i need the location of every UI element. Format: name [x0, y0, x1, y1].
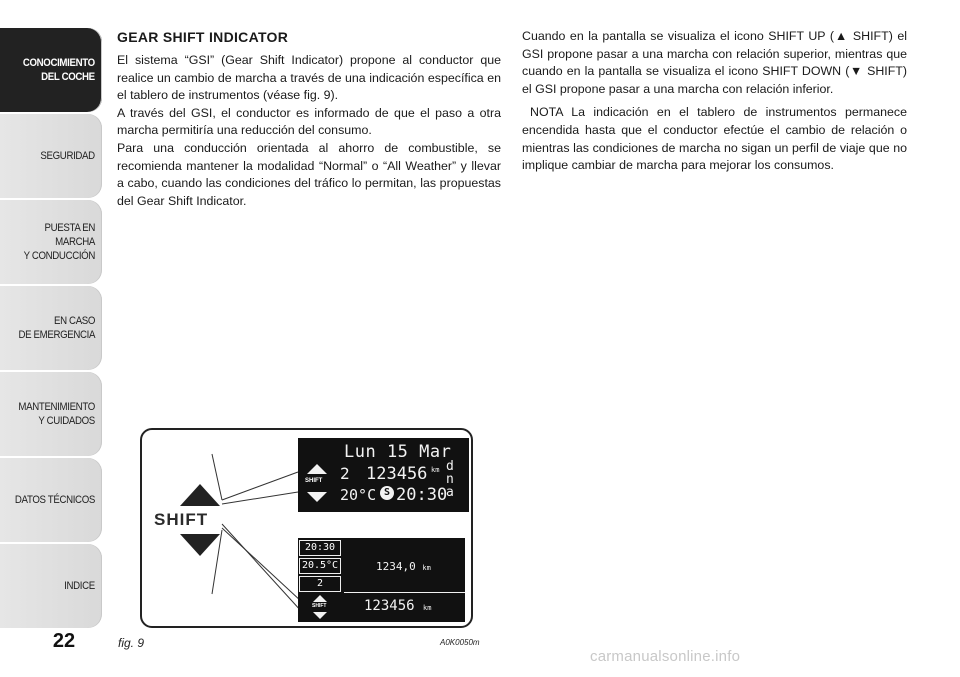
figure-code: A0K0050m [440, 638, 480, 647]
tab-puesta-en-marcha[interactable] [0, 200, 102, 284]
page-number: 22 [52, 630, 76, 652]
service-icon: S [380, 486, 394, 500]
paragraph: Para una conducción orientada al ahorro de combustible, se recomienda mantener la modalidad “Normal” o “All Weather” y llevar a cabo, cuando las condiciones del tráfico lo permitan, las propuestas del Gear Shift Indicator. [117, 140, 501, 208]
odometer-unit: km [423, 604, 432, 612]
note-paragraph: NOTA La indicación en el tablero de instrumentos permanece encendida hasta que el conductor efectúe el cambio de relación o mientras las condiciones de marcha no sigan un perfil de viaje que no implique cambiar de marcha para mejorar los consumos. [522, 105, 907, 173]
display-odometer-unit: km [431, 466, 440, 474]
bottom-display-side [298, 538, 344, 622]
tab-indice[interactable] [0, 544, 102, 628]
display-odometer: 123456 [366, 464, 428, 484]
tab-label: MANTENIMIENTO Y CUIDADOS [18, 401, 95, 427]
figure-caption: fig. 9 [118, 636, 145, 650]
gear-shift-indicator-figure [140, 428, 473, 628]
shift-down-arrow-icon [180, 534, 220, 556]
paragraph: El sistema “GSI” (Gear Shift Indicator) propone al conductor que realice un cambio de marcha a través de una indicación específica en el tablero de instrumentos (véase fig. 9). [117, 53, 501, 103]
display-divider [344, 592, 465, 593]
right-column [522, 28, 907, 175]
tab-datos-tecnicos[interactable] [0, 458, 102, 542]
cell-clock: 20:30 [299, 540, 341, 556]
dna-a: a [446, 485, 454, 500]
tab-label: DATOS TÉCNICOS [14, 494, 95, 506]
shift-indicator-icon [304, 462, 330, 508]
odometer-value: 123456 [364, 598, 415, 614]
display-temperature: 20°C [340, 486, 377, 504]
display-gear: 2 [340, 464, 350, 483]
trip-value: 1234,0 [376, 560, 416, 573]
odometer-total [364, 598, 431, 614]
tab-seguridad[interactable] [0, 114, 102, 198]
paragraph: A través del GSI, el conductor es informado de que el paso a otra marcha permitiría una reducción del consumo. [117, 105, 501, 138]
top-display [298, 438, 469, 512]
display-date: Lun 15 Mar [344, 442, 452, 462]
tab-label: EN CASO DE EMERGENCIA [18, 315, 95, 341]
display-clock: 20:30 [396, 485, 448, 505]
shift-small-label: SHIFT [312, 603, 327, 609]
section-heading: GEAR SHIFT INDICATOR [117, 29, 289, 45]
dna-d: d [446, 459, 454, 474]
bottom-display [298, 538, 465, 622]
paragraph: Cuando en la pantalla se visualiza el icono SHIFT UP (▲ SHIFT) el GSI propone pasar a una marcha con relación superior, mientras que cuando en la pantalla se visualiza el icono SHIFT DOWN (▼ SHIFT) el GSI propone pasar a una marcha con relación inferior. [522, 29, 907, 96]
shift-small-label: SHIFT [305, 478, 323, 484]
trip-meter [376, 560, 431, 573]
shift-up-arrow-icon [180, 484, 220, 506]
shift-label: SHIFT [154, 510, 209, 529]
cell-gear: 2 [299, 576, 341, 592]
trip-unit: km [422, 564, 431, 572]
tab-mantenimiento[interactable] [0, 372, 102, 456]
tab-label: INDICE [64, 580, 95, 592]
tab-conocimiento-del-coche[interactable] [0, 28, 102, 112]
tab-label: SEGURIDAD [40, 150, 95, 162]
cell-temperature: 20.5°C [299, 558, 341, 574]
tab-label: CONOCIMIENTO DEL COCHE [23, 57, 95, 83]
dna-n: n [446, 472, 454, 487]
watermark: carmanualsonline.info [590, 648, 741, 665]
left-column [117, 28, 501, 210]
tab-label: PUESTA EN MARCHA Y CONDUCCIÓN [23, 222, 95, 262]
tab-en-caso-de-emergencia[interactable] [0, 286, 102, 370]
